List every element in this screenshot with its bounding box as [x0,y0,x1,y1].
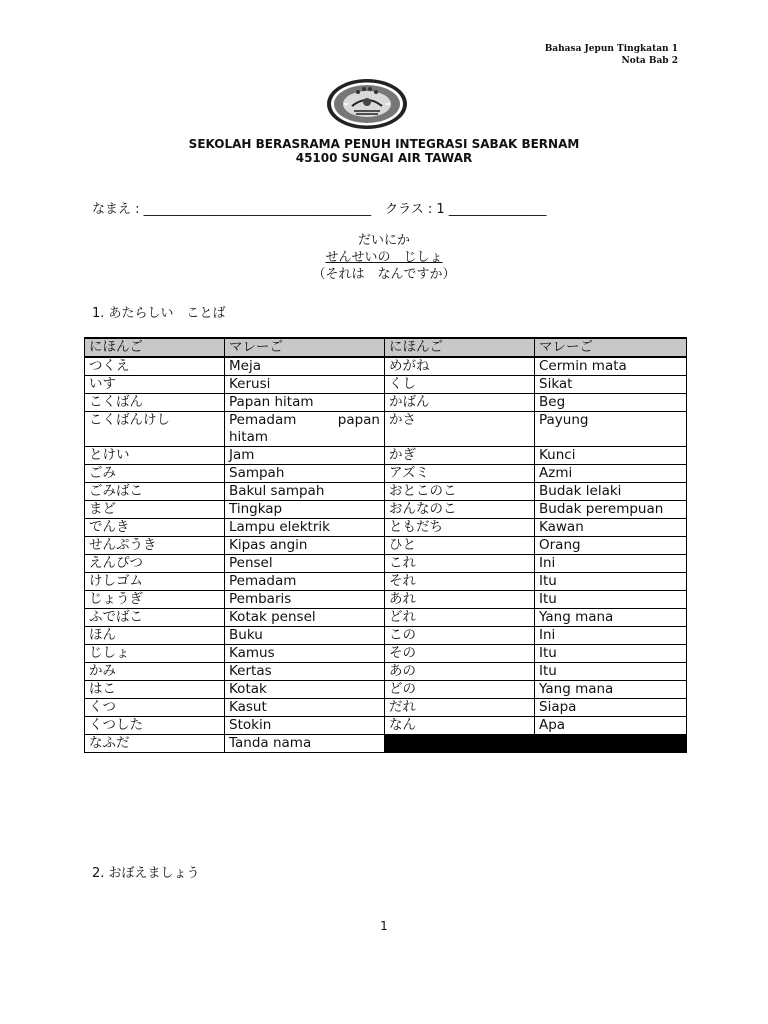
table-row [85,663,687,681]
header-note: Nota Bab 2 [621,56,678,66]
table-cell: Meja [225,357,385,376]
table-cell: Ini [535,555,687,573]
table-cell: Itu [535,663,687,681]
table-cell: Payung [535,412,687,447]
table-cell: ともだち [385,519,535,537]
lesson-chapter: だいにか [357,233,410,248]
table-cell: おとこのこ [385,483,535,501]
table-cell: Itu [535,591,687,609]
table-row [85,412,687,447]
table-cell: なん [385,717,535,735]
table-cell: アズミ [385,465,535,483]
table-cell: けしゴム [85,573,225,591]
table-cell: Kotak pensel [225,609,385,627]
table-row [85,627,687,645]
table-row [85,501,687,519]
section-1-heading: 1. あたらしい ことば [92,306,226,321]
table-cell: ごみ [85,465,225,483]
table-cell: Kunci [535,447,687,465]
table-row [85,519,687,537]
table-cell: Budak perempuan [535,501,687,519]
table-cell: せんぷうき [85,537,225,555]
column-header: マレーご [225,338,385,357]
table-cell: じょうぎ [85,591,225,609]
table-row [85,717,687,735]
table-cell: Pemadam [225,573,385,591]
document-header [545,43,678,67]
table-cell: Tingkap [225,501,385,519]
class-field: クラス : 1 _______________ [385,202,547,217]
table-cell: ふでばこ [85,609,225,627]
lesson-title: せんせいの じしょ [325,250,443,265]
table-cell: かさ [385,412,535,447]
table-cell: じしょ [85,645,225,663]
column-header: にほんご [85,338,225,357]
table-row [85,681,687,699]
table-cell: Pembaris [225,591,385,609]
section-2-heading: 2. おぼえましょう [92,866,200,881]
table-cell: Cermin mata [535,357,687,376]
table-cell: Kasut [225,699,385,717]
table-cell: だれ [385,699,535,717]
table-cell: Papan hitam [225,394,385,412]
table-cell: これ [385,555,535,573]
table-row [85,357,687,376]
table-cell: つくえ [85,357,225,376]
table-cell: ほん [85,627,225,645]
header-subject: Bahasa Jepun Tingkatan 1 [544,44,678,54]
table-cell: Kerusi [225,376,385,394]
table-row [85,645,687,663]
vocabulary-table [84,337,687,753]
table-cell: Pemadam papan hitam [225,412,385,447]
table-row [85,537,687,555]
table-cell: でんき [85,519,225,537]
table-cell: くつ [85,699,225,717]
table-row [85,447,687,465]
table-cell: Kertas [225,663,385,681]
table-cell: めがね [385,357,535,376]
lesson-title-block [0,232,768,283]
table-cell: はこ [85,681,225,699]
table-cell: Itu [535,573,687,591]
table-row [85,699,687,717]
table-row [85,394,687,412]
table-cell: それ [385,573,535,591]
table-row [85,465,687,483]
table-cell: かぎ [385,447,535,465]
school-name: SEKOLAH BERASRAMA PENUH INTEGRASI SABAK BERNAM [188,137,580,151]
column-header: にほんご [385,338,535,357]
table-cell: Ini [535,627,687,645]
table-row [85,483,687,501]
table-cell: Itu [535,645,687,663]
table-cell: Pensel [225,555,385,573]
table-cell: なふだ [85,735,225,753]
column-header: マレーご [535,338,687,357]
table-cell: Kipas angin [225,537,385,555]
table-cell: ごみばこ [85,483,225,501]
table-cell: Tanda nama [225,735,385,753]
table-cell: Siapa [535,699,687,717]
student-info-line [92,198,546,217]
page-number: 1 [380,919,388,933]
table-cell: とけい [85,447,225,465]
table-cell: かばん [385,394,535,412]
table-cell: こくばんけし [85,412,225,447]
table-cell: あれ [385,591,535,609]
table-cell: くし [385,376,535,394]
table-header-row [85,338,687,357]
table-cell: Orang [535,537,687,555]
table-cell: Azmi [535,465,687,483]
table-cell: かみ [85,663,225,681]
table-row [85,573,687,591]
table-cell: どの [385,681,535,699]
table-cell: あの [385,663,535,681]
table-cell: くつした [85,717,225,735]
table-cell: Sampah [225,465,385,483]
table-cell: Beg [535,394,687,412]
table-cell: こくばん [85,394,225,412]
table-cell: Jam [225,447,385,465]
table-cell: どれ [385,609,535,627]
table-row [85,735,687,753]
table-cell: Kamus [225,645,385,663]
table-cell: Yang mana [535,681,687,699]
table-cell: Stokin [225,717,385,735]
school-address: 45100 SUNGAI AIR TAWAR [295,151,473,165]
table-row [85,555,687,573]
school-block [0,137,768,165]
table-cell: えんぴつ [85,555,225,573]
table-row [85,376,687,394]
lesson-subtitle: （それは なんですか） [312,267,456,282]
table-cell: いす [85,376,225,394]
table-cell: Buku [225,627,385,645]
table-cell: Yang mana [535,609,687,627]
table-cell: おんなのこ [385,501,535,519]
table-cell: Bakul sampah [225,483,385,501]
table-row [85,609,687,627]
table-cell: まど [85,501,225,519]
table-cell: Budak lelaki [535,483,687,501]
table-cell: ひと [385,537,535,555]
table-cell: この [385,627,535,645]
table-cell: Kotak [225,681,385,699]
table-cell: Kawan [535,519,687,537]
table-cell: Sikat [535,376,687,394]
table-cell: Lampu elektrik [225,519,385,537]
table-cell: Apa [535,717,687,735]
school-logo-icon [326,78,408,130]
table-row [85,591,687,609]
blacked-out-cell [385,735,687,753]
table-cell: その [385,645,535,663]
name-field: なまえ : ___________________________________ [92,202,372,217]
